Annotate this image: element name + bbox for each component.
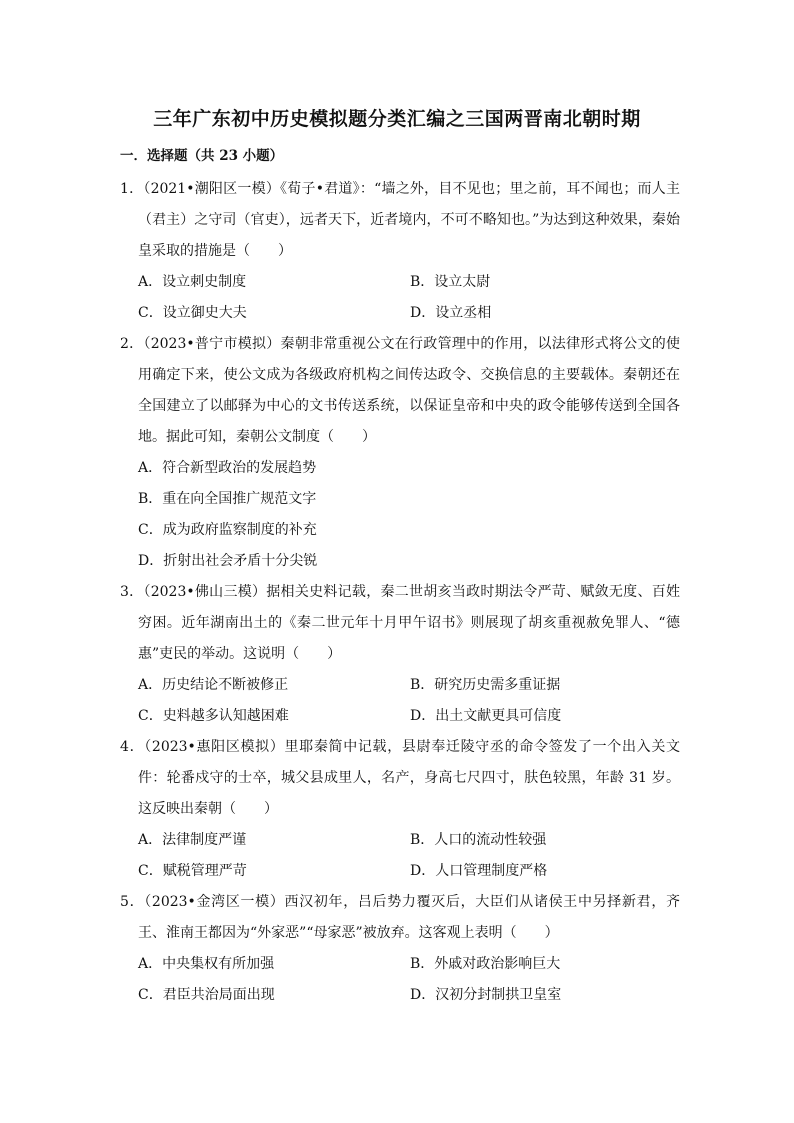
option-c: C．赋税管理严苛	[138, 863, 247, 879]
option-d: D．汉初分封制拱卫皇室	[410, 987, 562, 1003]
options	[120, 670, 680, 732]
question-list	[120, 174, 680, 1011]
option-a: A．符合新型政治的发展趋势	[138, 460, 317, 476]
question-stem: 1．（2021•潮阳区一模）《荀子•君道》：“墙之外，目不见也；里之前，耳不闻也；而人主（君主）之守司（官吏），远者天下，近者境内，不可不略知也。”为达到这种效果，秦始皇采取的措施是（ ）	[120, 181, 680, 259]
question-1	[120, 174, 680, 329]
option-b: B．设立太尉	[410, 274, 491, 290]
option-d: D．设立丞相	[410, 305, 492, 321]
option-b: B．人口的流动性较强	[410, 832, 547, 848]
option-b: B．研究历史需多重证据	[410, 677, 561, 693]
option-d: D．出土文献更具可信度	[410, 708, 562, 724]
question-2	[120, 329, 680, 577]
option-d: D．人口管理制度严格	[410, 863, 548, 879]
question-stem: 5．（2023•金湾区一模）西汉初年，吕后势力覆灭后，大臣们从诸侯王中另择新君，齐王、淮南王都因为“外家恶”“母家恶”被放弃。这客观上表明（ ）	[120, 894, 680, 941]
options	[120, 453, 680, 577]
option-b: B．外戚对政治影响巨大	[410, 956, 561, 972]
options	[120, 267, 680, 329]
page-title: 三年广东初中历史模拟题分类汇编之三国两晋南北朝时期	[153, 108, 641, 130]
section-heading: 一．选择题（共 23 小题）	[120, 148, 284, 164]
options	[120, 825, 680, 887]
options	[120, 949, 680, 1011]
option-a: A．历史结论不断被修正	[138, 677, 289, 693]
option-c: C．设立御史大夫	[138, 305, 247, 321]
option-c: C．史料越多认知越困难	[138, 708, 289, 724]
question-5	[120, 887, 680, 1011]
question-stem: 3．（2023•佛山三模）据相关史料记载，秦二世胡亥当政时期法令严苛、赋敛无度、百姓穷困。近年湖南出土的《秦二世元年十月甲午诏书》则展现了胡亥重视赦免罪人、“德惠”吏民的举动。这说明（ ）	[120, 584, 680, 662]
option-c: C．君臣共治局面出现	[138, 987, 275, 1003]
option-a: A．法律制度严谨	[138, 832, 247, 848]
option-a: A．中央集权有所加强	[138, 956, 275, 972]
question-stem: 4．（2023•惠阳区模拟）里耶秦简中记载，县尉奉迁陵守丞的命令签发了一个出入关文件：轮番戍守的士卒，城父县成里人，名产，身高七尺四寸，肤色较黑，年龄 31 岁。这反映出秦朝（ ）	[120, 739, 680, 817]
option-b: B．重在向全国推广规范文字	[138, 491, 317, 507]
option-c: C．成为政府监察制度的补充	[138, 522, 317, 538]
option-a: A．设立刺史制度	[138, 274, 247, 290]
question-3	[120, 577, 680, 732]
question-4	[120, 732, 680, 887]
option-d: D．折射出社会矛盾十分尖锐	[138, 553, 318, 569]
question-stem: 2．（2023•普宁市模拟）秦朝非常重视公文在行政管理中的作用，以法律形式将公文的使用确定下来，使公文成为各级政府机构之间传达政令、交换信息的主要载体。秦朝还在全国建立了以邮驿为中心的文书传送系统，以保证皇帝和中央的政令能够传送到全国各地。据此可知，秦朝公文制度（ ）	[120, 336, 680, 445]
